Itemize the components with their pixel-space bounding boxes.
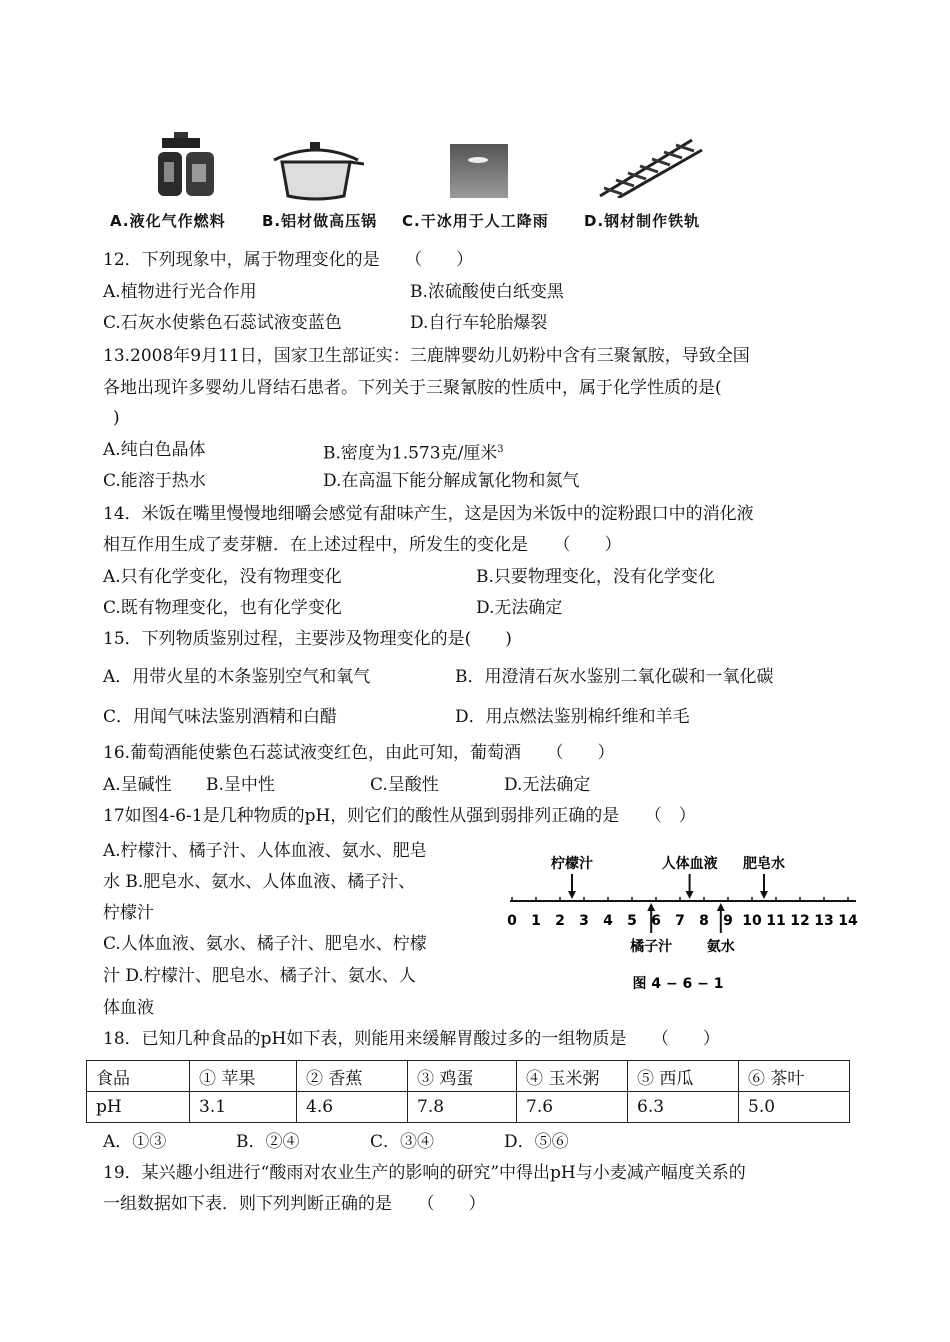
ph-scale-figure [496,846,876,996]
table-cell: 食品 [87,1061,190,1092]
table-cell: pH [87,1092,190,1123]
q14-option-c: C.既有物理变化，也有化学变化 [103,598,342,618]
ph-top-label: 人体血液 [661,856,718,872]
table-cell: ① 苹果 [190,1061,297,1092]
q12-stem: 12．下列现象中，属于物理变化的是 （ ） [103,250,474,270]
q16-option-c: C.呈酸性 [370,775,439,795]
q15-option-d: D．用点燃法鉴别棉纤维和羊毛 [455,707,690,727]
ph-figure-caption: 图 4 − 6 − 1 [632,976,724,992]
ph-top-label: 肥皂水 [743,856,785,872]
ph-tick-label: 6 [651,913,661,929]
q19-line-2: 一组数据如下表．则下列判断正确的是 （ ） [103,1194,486,1214]
gas-cylinder-picture [152,128,222,200]
table-cell: 5.0 [739,1092,850,1123]
artificial-rain-picture [450,144,508,198]
table-row [87,1061,850,1092]
table-cell: 7.8 [408,1092,517,1123]
table-cell: ⑥ 茶叶 [739,1061,850,1092]
q15-option-a: A．用带火星的木条鉴别空气和氧气 [103,667,371,687]
table-cell: 4.6 [297,1092,408,1123]
ph-arrow-head [760,891,768,899]
q18-option-a: A．①③ [103,1132,167,1152]
q14-option-b: B.只要物理变化，没有化学变化 [476,567,715,587]
pressure-cooker-picture [268,140,364,202]
q12-option-c: C.石灰水使紫色石蕊试液变蓝色 [103,313,342,333]
q14-option-a: A.只有化学变化，没有物理变化 [103,567,342,587]
ph-tick-label: 1 [531,913,541,929]
q13-line-2: 各地出现许多婴幼儿肾结石患者。下列关于三聚氰胺的性质中，属于化学性质的是( [103,378,722,398]
q16-option-d: D.无法确定 [504,775,591,795]
q16-option-a: A.呈碱性 [103,775,172,795]
q17-text-1: A.柠檬汁、橘子汁、人体血液、氨水、肥皂 [103,841,427,861]
q17-text-2: 水 B.肥皂水、氨水、人体血液、橘子汁、 [103,872,416,892]
ph-bottom-label: 氨水 [706,939,735,955]
q18-option-d: D．⑤⑥ [504,1132,569,1152]
q14-option-d: D.无法确定 [476,598,563,618]
table-cell: ⑤ 西瓜 [628,1061,739,1092]
q17-text-6: 体血液 [103,998,154,1018]
ph-tick-label: 4 [603,913,613,929]
q18-stem: 18．已知几种食品的pH如下表，则能用来缓解胃酸过多的一组物质是 （ ） [103,1029,720,1049]
q13-line-3: ) [113,408,120,428]
q13-option-c: C.能溶于热水 [103,471,206,491]
ph-arrow-head [647,903,655,911]
q12-option-a: A.植物进行光合作用 [103,282,257,302]
ph-tick-label: 7 [675,913,685,929]
ph-arrow-head [686,891,694,899]
picture-label-a: A.液化气作燃料 [110,212,226,230]
ph-tick-label: 2 [555,913,565,929]
q13-option-a: A.纯白色晶体 [103,440,206,460]
q16-stem: 16.葡萄酒能使紫色石蕊试液变红色，由此可知，葡萄酒 （ ） [103,743,615,763]
ph-tick-label: 14 [838,913,858,929]
food-ph-table [86,1060,850,1123]
ph-tick-label: 5 [627,913,637,929]
table-row [87,1092,850,1123]
table-cell: 6.3 [628,1092,739,1123]
ph-tick-label: 13 [814,913,834,929]
ph-tick-label: 8 [699,913,709,929]
q17-text-4: C.人体血液、氨水、橘子汁、肥皂水、柠檬 [103,934,427,954]
ph-arrow-head [717,903,725,911]
q18-option-b: B．②④ [236,1132,300,1152]
q14-line-2: 相互作用生成了麦芽糖．在上述过程中，所发生的变化是 （ ） [103,535,622,555]
q17-text-3: 柠檬汁 [103,903,154,923]
q15-stem: 15．下列物质鉴别过程，主要涉及物理变化的是( ) [103,629,512,649]
ph-tick-label: 9 [723,913,733,929]
table-cell: ④ 玉米粥 [517,1061,628,1092]
ph-tick-label: 12 [790,913,810,929]
q13-option-b: B.密度为1.573克/厘米$^3$ [323,443,504,464]
ph-tick-label: 11 [766,913,786,929]
q15-option-b: B．用澄清石灰水鉴别二氧化碳和一氧化碳 [455,667,774,687]
q16-option-b: B.呈中性 [206,775,275,795]
table-cell: 3.1 [190,1092,297,1123]
ph-top-label: 柠檬汁 [551,856,593,872]
q18-option-c: C．③④ [370,1132,435,1152]
ph-tick-label: 0 [507,913,517,929]
table-cell: ③ 鸡蛋 [408,1061,517,1092]
q17-stem: 17如图4-6-1是几种物质的pH，则它们的酸性从强到弱排列正确的是 （ ） [103,806,696,826]
rail-track-picture [596,136,706,198]
q15-option-c: C．用闻气味法鉴别酒精和白醋 [103,707,338,727]
table-cell: 7.6 [517,1092,628,1123]
ph-arrow-head [568,891,576,899]
ph-bottom-label: 橘子汁 [630,939,673,955]
table-cell: ② 香蕉 [297,1061,408,1092]
q19-line-1: 19．某兴趣小组进行“酸雨对农业生产的影响的研究”中得出pH与小麦减产幅度关系的 [103,1163,746,1183]
picture-label-b: B.铝材做高压锅 [262,212,378,230]
q14-line-1: 14．米饭在嘴里慢慢地细嚼会感觉有甜味产生，这是因为米饭中的淀粉跟口中的消化液 [103,504,754,524]
q12-option-d: D.自行车轮胎爆裂 [410,313,548,333]
q17-text-5: 汁 D.柠檬汁、肥皂水、橘子汁、氨水、人 [103,966,416,986]
picture-label-d: D.钢材制作铁轨 [584,212,701,230]
q12-option-b: B.浓硫酸使白纸变黑 [410,282,564,302]
ph-tick-label: 10 [742,913,762,929]
q13-line-1: 13.2008年9月11日，国家卫生部证实：三鹿牌婴幼儿奶粉中含有三聚氰胺，导致全国 [103,346,750,366]
ph-tick-label: 3 [579,913,589,929]
picture-label-c: C.干冰用于人工降雨 [402,212,549,230]
q13-option-d: D.在高温下能分解成氰化物和氮气 [323,471,580,491]
